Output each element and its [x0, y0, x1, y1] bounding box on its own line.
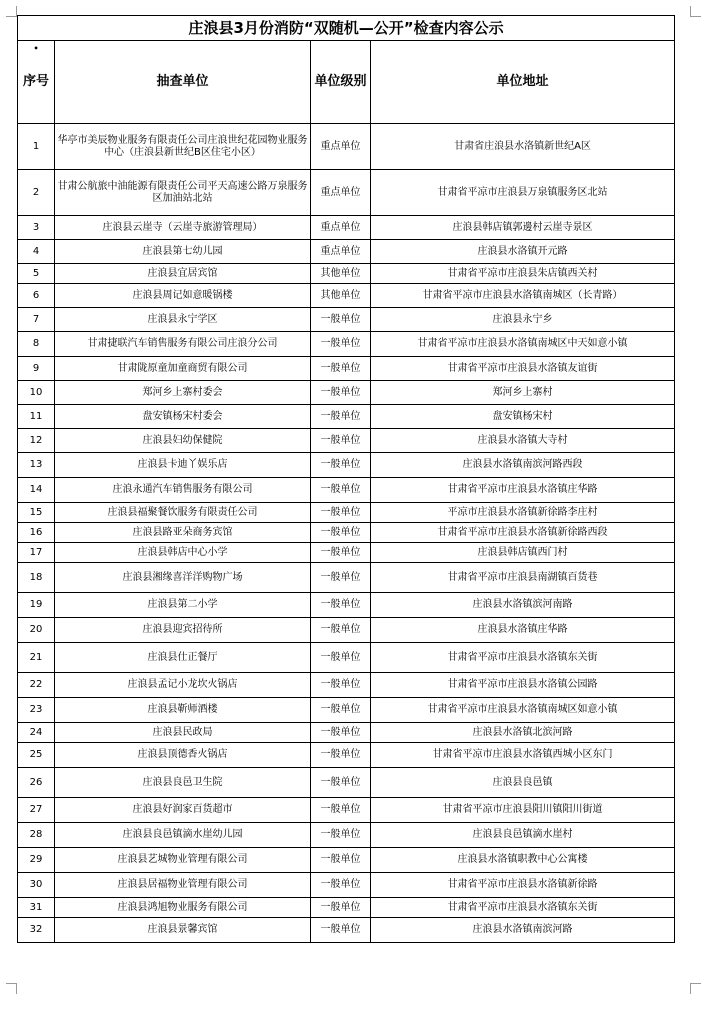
- row-address: 庄浪县水洛镇大寺村: [371, 429, 675, 453]
- row-address: 庄浪县韩店镇郭邊村云崖寺景区: [371, 216, 675, 240]
- row-address: 甘肃省平凉市庄浪县水洛镇南城区中天如意小镇: [371, 332, 675, 357]
- row-unit: 庄浪县云崖寺（云崖寺旅游管理局）: [55, 216, 311, 240]
- row-level: 一般单位: [311, 743, 371, 768]
- row-unit: 庄浪县宜居宾馆: [55, 264, 311, 284]
- row-level: 一般单位: [311, 723, 371, 743]
- row-unit: 庄浪县周记如意暖锅楼: [55, 284, 311, 308]
- row-unit: 庄浪县孟记小龙坎火锅店: [55, 673, 311, 698]
- row-address: 甘肃省平凉市庄浪县万泉镇服务区北站: [371, 170, 675, 216]
- row-unit: 庄浪县韩店中心小学: [55, 543, 311, 563]
- table-row: [18, 848, 675, 873]
- row-unit: 庄浪县居福物业管理有限公司: [55, 873, 311, 898]
- table-row: [18, 308, 675, 332]
- row-level: 一般单位: [311, 381, 371, 405]
- row-address: 甘肃省平凉市庄浪县水洛镇新徐路: [371, 873, 675, 898]
- row-serial: 10: [18, 381, 55, 405]
- table-row: [18, 673, 675, 698]
- row-level: 一般单位: [311, 873, 371, 898]
- row-unit: 甘肃捷联汽车销售服务有限公司庄浪分公司: [55, 332, 311, 357]
- row-level: 一般单位: [311, 563, 371, 593]
- table-row: [18, 898, 675, 918]
- row-unit: 盘安镇杨宋村委会: [55, 405, 311, 429]
- row-serial: 27: [18, 798, 55, 823]
- table-row: [18, 743, 675, 768]
- row-serial: 6: [18, 284, 55, 308]
- row-serial: 11: [18, 405, 55, 429]
- row-address: 平凉市庄浪县水洛镇新徐路李庄村: [371, 503, 675, 523]
- table-row: [18, 170, 675, 216]
- page-corner-mark: [6, 6, 17, 17]
- row-unit: 庄浪县艺城物业管理有限公司: [55, 848, 311, 873]
- row-serial: 19: [18, 593, 55, 618]
- row-unit: 庄浪县第二小学: [55, 593, 311, 618]
- row-address: 庄浪县韩店镇西门村: [371, 543, 675, 563]
- row-level: 一般单位: [311, 429, 371, 453]
- table-row: [18, 823, 675, 848]
- table-row: [18, 453, 675, 478]
- row-serial: 16: [18, 523, 55, 543]
- row-unit: 庄浪县迎宾招待所: [55, 618, 311, 643]
- row-serial: 5: [18, 264, 55, 284]
- row-serial: 3: [18, 216, 55, 240]
- table-row: [18, 264, 675, 284]
- row-address: 庄浪县水洛镇职教中心公寓楼: [371, 848, 675, 873]
- row-serial: 13: [18, 453, 55, 478]
- table-row: [18, 357, 675, 381]
- row-level: 一般单位: [311, 643, 371, 673]
- row-serial: 4: [18, 240, 55, 264]
- row-level: 一般单位: [311, 898, 371, 918]
- row-address: 甘肃省庄浪县水洛镇新世纪A区: [371, 124, 675, 170]
- row-level: 一般单位: [311, 308, 371, 332]
- row-address: 甘肃省平凉市庄浪县水洛镇东关街: [371, 898, 675, 918]
- row-serial: 21: [18, 643, 55, 673]
- row-unit: 庄浪县妇幼保健院: [55, 429, 311, 453]
- row-serial: 25: [18, 743, 55, 768]
- row-level: 一般单位: [311, 848, 371, 873]
- row-unit: 庄浪县顶德香火锅店: [55, 743, 311, 768]
- table-row: [18, 543, 675, 563]
- row-level: 一般单位: [311, 478, 371, 503]
- table-row: [18, 618, 675, 643]
- row-level: 一般单位: [311, 503, 371, 523]
- table-row: [18, 593, 675, 618]
- row-level: 一般单位: [311, 673, 371, 698]
- column-header-unit: 抽查单位: [55, 41, 311, 124]
- row-address: 甘肃省平凉市庄浪县水洛镇新徐路西段: [371, 523, 675, 543]
- row-serial: 18: [18, 563, 55, 593]
- row-serial: 29: [18, 848, 55, 873]
- row-address: 甘肃省平凉市庄浪县水洛镇友谊街: [371, 357, 675, 381]
- row-unit: 甘肃公航旅中油能源有限责任公司平天高速公路万泉服务区加油站北站: [55, 170, 311, 216]
- row-unit: 庄浪县路亚朵商务宾馆: [55, 523, 311, 543]
- row-level: 一般单位: [311, 823, 371, 848]
- row-address: 庄浪县水洛镇南滨河路: [371, 918, 675, 943]
- table-row: [18, 563, 675, 593]
- row-serial: 20: [18, 618, 55, 643]
- row-serial: 26: [18, 768, 55, 798]
- row-serial: 28: [18, 823, 55, 848]
- row-level: 一般单位: [311, 405, 371, 429]
- row-level: 一般单位: [311, 523, 371, 543]
- table-row: [18, 873, 675, 898]
- header-row: [18, 41, 675, 124]
- row-address: 甘肃省平凉市庄浪县水洛镇庄华路: [371, 478, 675, 503]
- row-serial: 14: [18, 478, 55, 503]
- row-serial: 2: [18, 170, 55, 216]
- page-title: 庄浪县3月份消防“双随机—公开”检查内容公示: [18, 16, 675, 41]
- row-unit: 庄浪县卡迪丫娱乐店: [55, 453, 311, 478]
- row-level: 重点单位: [311, 124, 371, 170]
- table-row: [18, 643, 675, 673]
- row-serial: 9: [18, 357, 55, 381]
- row-serial: 12: [18, 429, 55, 453]
- table-row: [18, 216, 675, 240]
- row-address: 甘肃省平凉市庄浪县朱店镇西关村: [371, 264, 675, 284]
- notice-table: [17, 15, 675, 943]
- table-row: [18, 124, 675, 170]
- row-address: 甘肃省平凉市庄浪县水洛镇公园路: [371, 673, 675, 698]
- bullet-mark: •: [33, 44, 39, 53]
- page-corner-mark: [690, 983, 701, 994]
- row-serial: 8: [18, 332, 55, 357]
- row-level: 重点单位: [311, 240, 371, 264]
- row-serial: 1: [18, 124, 55, 170]
- row-level: 一般单位: [311, 593, 371, 618]
- row-address: 庄浪县水洛镇南滨河路西段: [371, 453, 675, 478]
- row-level: 一般单位: [311, 768, 371, 798]
- row-unit: 庄浪县靳师酒楼: [55, 698, 311, 723]
- row-unit: 甘肃陇原童加童商贸有限公司: [55, 357, 311, 381]
- page-corner-mark: [6, 983, 17, 994]
- row-level: 一般单位: [311, 332, 371, 357]
- row-address: 甘肃省平凉市庄浪县水洛镇南城区如意小镇: [371, 698, 675, 723]
- row-unit: 庄浪县福聚餐饮服务有限责任公司: [55, 503, 311, 523]
- row-level: 重点单位: [311, 170, 371, 216]
- row-unit: 庄浪县第七幼儿园: [55, 240, 311, 264]
- table-row: [18, 918, 675, 943]
- row-serial: 7: [18, 308, 55, 332]
- row-serial: 30: [18, 873, 55, 898]
- table-row: [18, 284, 675, 308]
- row-address: 庄浪县水洛镇滨河南路: [371, 593, 675, 618]
- row-address: 庄浪县水洛镇开元路: [371, 240, 675, 264]
- row-level: 一般单位: [311, 543, 371, 563]
- row-serial: 15: [18, 503, 55, 523]
- row-unit: 华亭市美辰物业服务有限责任公司庄浪世纪花园物业服务中心（庄浪县新世纪B区住宅小区）: [55, 124, 311, 170]
- row-address: 甘肃省平凉市庄浪县水洛镇南城区（长青路）: [371, 284, 675, 308]
- row-address: 庄浪县水洛镇庄华路: [371, 618, 675, 643]
- row-level: 其他单位: [311, 284, 371, 308]
- row-level: 一般单位: [311, 357, 371, 381]
- table-row: [18, 523, 675, 543]
- row-address: 庄浪县水洛镇北滨河路: [371, 723, 675, 743]
- row-level: 一般单位: [311, 918, 371, 943]
- table-row: [18, 381, 675, 405]
- row-level: 其他单位: [311, 264, 371, 284]
- row-address: 庄浪县永宁乡: [371, 308, 675, 332]
- row-unit: 庄浪县好润家百货超市: [55, 798, 311, 823]
- table-body: [18, 124, 675, 943]
- page-corner-mark: [690, 6, 701, 17]
- table-row: [18, 698, 675, 723]
- row-level: 重点单位: [311, 216, 371, 240]
- row-unit: 郑河乡上寨村委会: [55, 381, 311, 405]
- row-address: 庄浪县良邑镇: [371, 768, 675, 798]
- table-row: [18, 768, 675, 798]
- column-header-serial: • 序号: [18, 41, 55, 124]
- table-row: [18, 405, 675, 429]
- row-serial: 31: [18, 898, 55, 918]
- row-unit: 庄浪县景馨宾馆: [55, 918, 311, 943]
- column-header-address: 单位地址: [371, 41, 675, 124]
- row-address: 甘肃省平凉市庄浪县南湖镇百货巷: [371, 563, 675, 593]
- row-address: 盘安镇杨宋村: [371, 405, 675, 429]
- table-row: [18, 723, 675, 743]
- row-unit: 庄浪县湘缘喜洋洋购物广场: [55, 563, 311, 593]
- row-unit: 庄浪县仕正餐厅: [55, 643, 311, 673]
- row-level: 一般单位: [311, 698, 371, 723]
- row-address: 郑河乡上寨村: [371, 381, 675, 405]
- row-unit: 庄浪县永宁学区: [55, 308, 311, 332]
- row-level: 一般单位: [311, 453, 371, 478]
- row-serial: 23: [18, 698, 55, 723]
- table-row: [18, 332, 675, 357]
- row-address: 甘肃省平凉市庄浪县阳川镇阳川街道: [371, 798, 675, 823]
- row-address: 甘肃省平凉市庄浪县水洛镇西城小区东门: [371, 743, 675, 768]
- row-serial: 17: [18, 543, 55, 563]
- table-row: [18, 503, 675, 523]
- table-row: [18, 478, 675, 503]
- row-address: 庄浪县良邑镇滴水崖村: [371, 823, 675, 848]
- row-unit: 庄浪永通汽车销售服务有限公司: [55, 478, 311, 503]
- row-level: 一般单位: [311, 618, 371, 643]
- row-serial: 22: [18, 673, 55, 698]
- row-level: 一般单位: [311, 798, 371, 823]
- table-row: [18, 798, 675, 823]
- row-address: 甘肃省平凉市庄浪县水洛镇东关街: [371, 643, 675, 673]
- row-unit: 庄浪县民政局: [55, 723, 311, 743]
- row-unit: 庄浪县鸿旭物业服务有限公司: [55, 898, 311, 918]
- row-serial: 32: [18, 918, 55, 943]
- column-header-level: 单位级别: [311, 41, 371, 124]
- table-row: [18, 429, 675, 453]
- row-serial: 24: [18, 723, 55, 743]
- row-unit: 庄浪县良邑镇滴水崖幼儿园: [55, 823, 311, 848]
- table-row: [18, 240, 675, 264]
- row-unit: 庄浪县良邑卫生院: [55, 768, 311, 798]
